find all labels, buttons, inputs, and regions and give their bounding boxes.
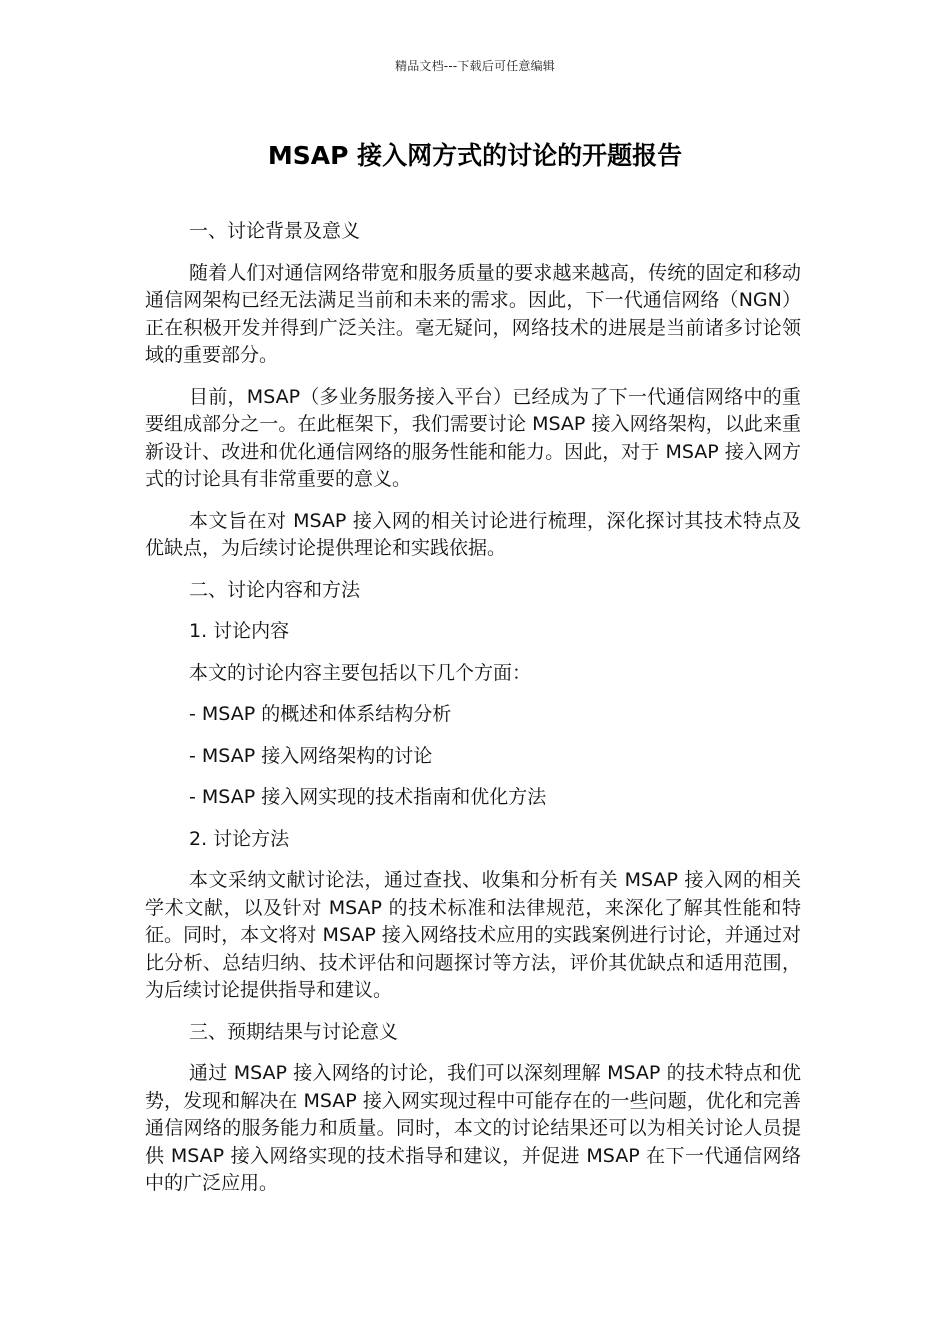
header-note: 精品文档---下载后可任意编辑 bbox=[395, 59, 555, 73]
document-title: MSAP 接入网方式的讨论的开题报告 bbox=[267, 141, 683, 170]
document-body bbox=[145, 218, 801, 1212]
section-2-subheading-2: 2. 讨论方法 bbox=[189, 827, 290, 850]
section-2-subheading-1: 1. 讨论内容 bbox=[189, 620, 290, 642]
list-item: - MSAP 的概述和体系结构分析 bbox=[189, 703, 452, 725]
section-3-heading: 三、预期结果与讨论意义 bbox=[189, 1020, 399, 1043]
section-1-paragraph-3: 本文旨在对 MSAP 接入网的相关讨论进行梳理，深化探讨其技术特点及优缺点，为后续讨论提供理论和实践依据。 bbox=[145, 509, 801, 559]
section-3-paragraph: 通过 MSAP 接入网络的讨论，我们可以深刻理解 MSAP 的技术特点和优势，发现和解决在 MSAP 接入网实现过程中可能存在的一些问题，优化和完善通信网络的服务能力和质量。同时，本文的讨论结果还可以为相关讨论人员提供 MSAP 接入网络实现的技术指导和建议，并促进 MSAP 在下一代通信网络中的广泛应用。 bbox=[145, 1062, 801, 1194]
list-item: - MSAP 接入网络架构的讨论 bbox=[189, 744, 433, 767]
list-item: - MSAP 接入网实现的技术指南和优化方法 bbox=[189, 786, 547, 808]
section-2-heading: 二、讨论内容和方法 bbox=[189, 578, 361, 601]
section-1-paragraph-2: 目前，MSAP（多业务服务接入平台）已经成为了下一代通信网络中的重要组成部分之一。在此框架下，我们需要讨论 MSAP 接入网络架构，以此来重新设计、改进和优化通信网络的服务性能和能力。因此，对于 MSAP 接入网方式的讨论具有非常重要的意义。 bbox=[145, 385, 801, 490]
section-1-paragraph-1: 随着人们对通信网络带宽和服务质量的要求越来越高，传统的固定和移动通信网架构已经无法满足当前和未来的需求。因此，下一代通信网络（NGN）正在积极开发并得到广泛关注。毫无疑问，网络技术的进展是当前诸多讨论领域的重要部分。 bbox=[145, 261, 801, 366]
section-2-intro: 本文的讨论内容主要包括以下几个方面： bbox=[189, 661, 532, 684]
section-2-paragraph: 本文采纳文献讨论法，通过查找、收集和分析有关 MSAP 接入网的相关学术文献，以及针对 MSAP 的技术标准和法律规范，来深化了解其性能和特征。同时，本文将对 MSAP 接入网络技术应用的实践案例进行讨论，并通过对比分析、总结归纳、技术评估和问题探讨等方法，评价其优缺点和适用范围，为后续讨论提供指导和建议。 bbox=[145, 869, 801, 1001]
section-1-heading: 一、讨论背景及意义 bbox=[189, 220, 361, 242]
